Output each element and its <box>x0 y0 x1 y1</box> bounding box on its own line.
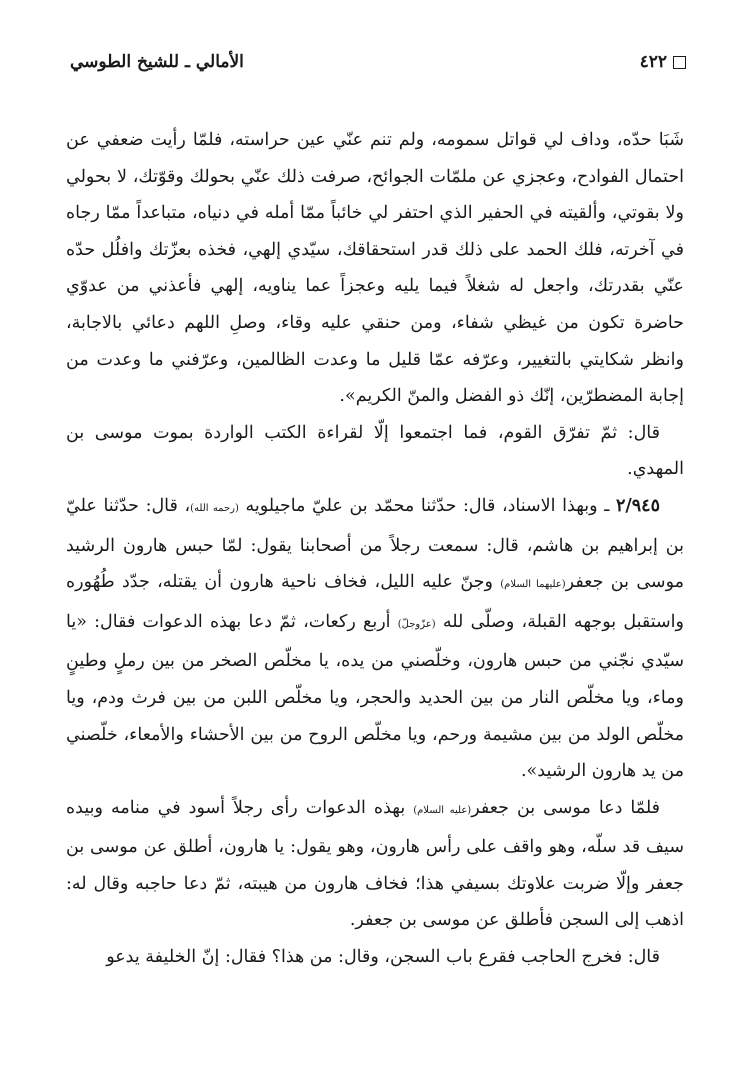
honorific-note: (عزّوجلّ) <box>397 618 436 630</box>
honorific-note: (عليهما السلام) <box>500 579 566 591</box>
page-header <box>70 52 686 82</box>
honorific-note: (رحمه الله) <box>190 502 239 514</box>
paragraph-5 <box>66 939 684 976</box>
paragraph-text: أربع ركعات، ثمّ دعا بهذه الدعوات فقال: «يا سيّدي نجّني من حبس هارون، وخلّصني من يده، يا مخلّص الصخر من بين رملٍ وطينٍ وماء، ويا مخلّص النار من بين الحديد والحجر، ويا مخلّص اللبن من بين فرث ودم، ويا مخلّص الولد من بين مشيمة ورحم، ويا مخلّص الروح من بين الأحشاء والأمعاء، خلّصني من يد هارون الرشيد». <box>66 611 684 782</box>
square-ornament-icon <box>673 56 686 69</box>
paragraph-4 <box>66 790 684 939</box>
paragraph-text: فلمّا دعا موسى بن جعفر <box>471 797 660 818</box>
paragraph-text: وجنّ عليه الليل، فخاف ناحية هارون أن يقتله، جدّد طُهُوره واستقبل بوجهه القبلة، وصلّى لله <box>66 572 684 632</box>
page-number-block <box>640 52 686 72</box>
paragraph-2 <box>66 415 684 488</box>
paragraph-text: قال: فخرج الحاجب فقرع باب السجن، وقال: من هذا؟ فقال: إنّ الخليفة يدعو <box>106 947 660 968</box>
honorific-note: (عليه السلام) <box>413 804 472 816</box>
running-title: الأمالي ـ للشيخ الطوسي <box>70 52 244 72</box>
paragraph-text: بهذه الدعوات رأى رجلاً أسود في منامه وبيده سيف قد سلّه، وهو واقف على رأس هارون، وهو يقول: يا هارون، أطلق عن موسى بن جعفر وإلّا ضربت علاوتك بسيفي هذا؛ فخاف هارون من هيبته، ثمّ دعا حاجبه وقال له: اذهب إلى السجن فأطلق عن موسى بن جعفر. <box>66 797 684 931</box>
page-body <box>66 122 684 976</box>
hadith-number: ٢/٩٤٥ <box>615 495 660 516</box>
paragraph-1 <box>66 122 684 415</box>
hadith-paragraph <box>66 488 684 790</box>
paragraph-text: شَبَا حدّه، وداف لي قواتل سمومه، ولم تنم عنّي عين حراسته، فلمّا رأيت ضعفي عن احتمال الفوادح، وعجزي عن ملمّات الجوائح، صرفت ذلك عنّي بحولك وقوّتك، لا بحولي ولا بقوتي، وألقيته في الحفير الذي احتفر لي خائباً ممّا أمله في دنياه، متباعداً ممّا رجاه في آخرته، فلك الحمد على ذلك قدر استحقاقك، سيّدي إلهي، فخذه بعزّتك وافلُل حدّه عنّي بقدرتك، واجعل له شغلاً فيما يليه وعجزاً عما يناويه، إلهي فأعذني من عدوّي حاضرة تكون من غيظي شفاء، ومن حنقي عليه وقاء، وصلِ اللهم دعائي بالاجابة، وانظر شكايتي بالتغيير، وعرّفه عمّا قليل ما وعدت الظالمين، وعرّفني ما وعدت من إجابة المضطرّين، إنّك ذو الفضل والمنّ الكريم». <box>66 130 684 407</box>
paragraph-text: ، قال: حدّثنا عليّ بن إبراهيم بن هاشم، قال: سمعت رجلاً من أصحابنا يقول: لمّا حبس هارون الرشيد موسى بن جعفر <box>66 495 684 593</box>
page-number: ٤٢٢ <box>639 52 667 72</box>
paragraph-text: قال: ثمّ تفرّق القوم، فما اجتمعوا إلّا لقراءة الكتب الواردة بموت موسى بن المهدي. <box>66 422 684 480</box>
paragraph-text: ـ وبهذا الاسناد، قال: حدّثنا محمّد بن عليّ ماجيلويه <box>238 495 616 516</box>
